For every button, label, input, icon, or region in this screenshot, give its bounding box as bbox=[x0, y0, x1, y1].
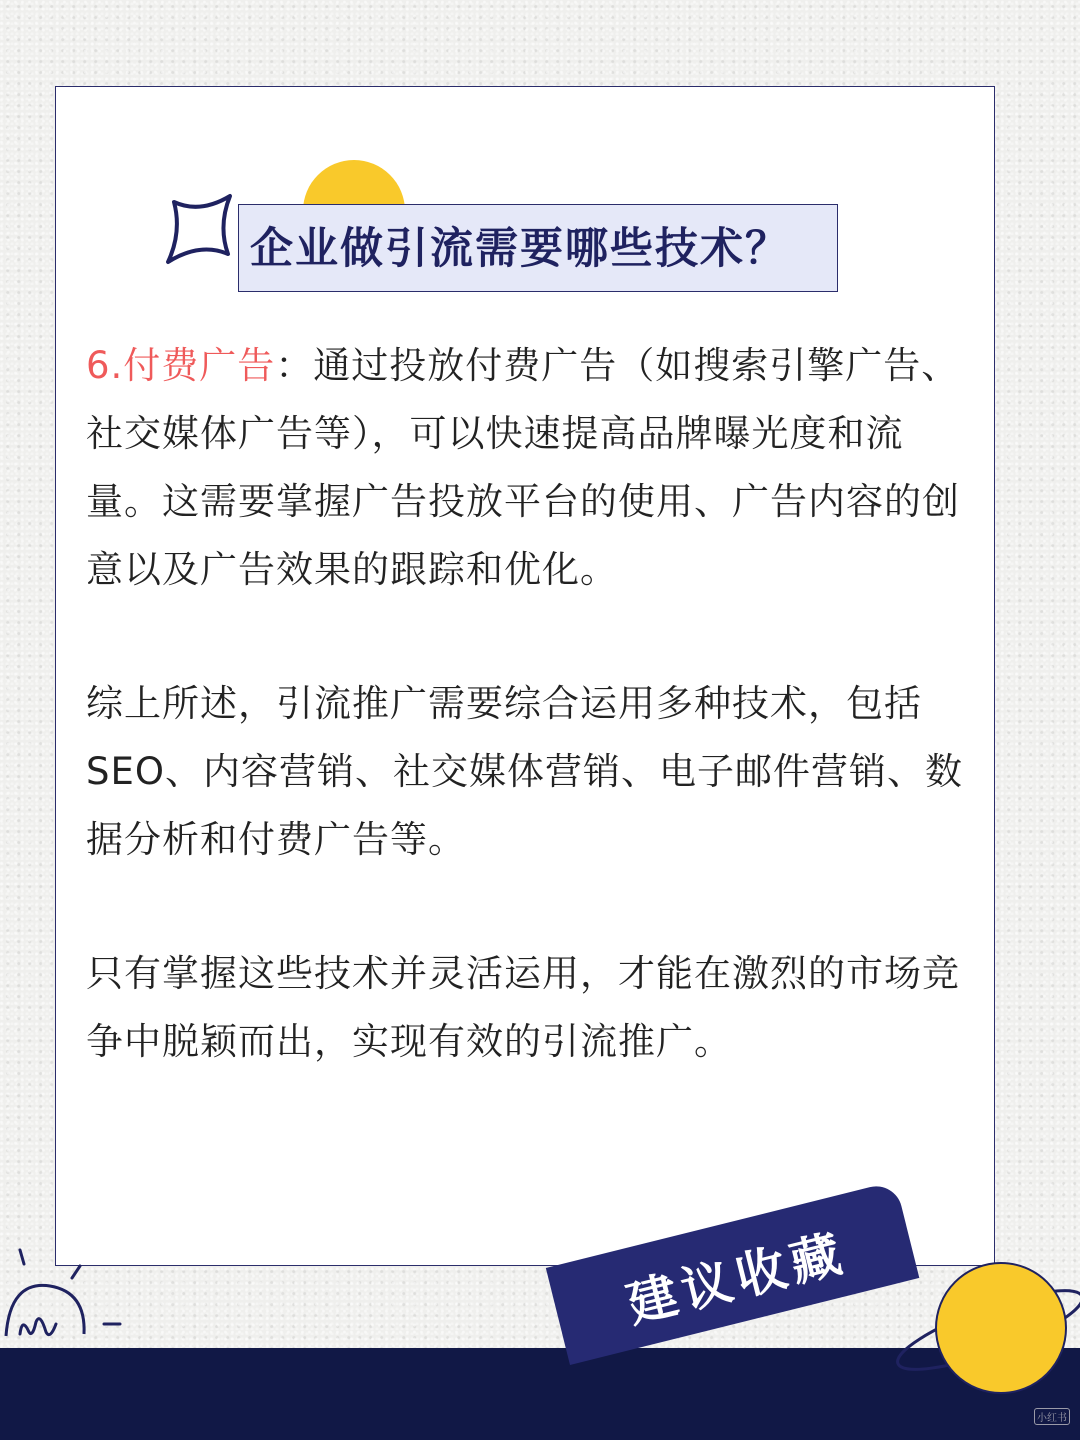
watermark-logo: 小红书 bbox=[1034, 1408, 1070, 1425]
paragraph-summary: 综上所述，引流推广需要综合运用多种技术，包括SEO、内容营销、社交媒体营销、电子邮件营销、数据分析和付费广告等。 bbox=[86, 682, 963, 861]
paid-ads-text: ：通过投放付费广告（如搜索引擎广告、社交媒体广告等），可以快速提高品牌曝光度和流量。这需要掌握广告投放平台的使用、广告内容的创意以及广告效果的跟踪和优化。 bbox=[86, 344, 960, 591]
sun-icon bbox=[935, 1262, 1067, 1394]
paragraph-conclusion: 只有掌握这些技术并灵活运用，才能在激烈的市场竞争中脱颖而出，实现有效的引流推广。 bbox=[86, 952, 960, 1063]
paid-ads-heading: 6.付费广告 bbox=[86, 344, 276, 387]
doodle-icon bbox=[0, 1240, 140, 1350]
page-title: 企业做引流需要哪些技术？ bbox=[250, 224, 790, 274]
paragraph-paid-ads bbox=[86, 332, 966, 604]
sparkle-icon bbox=[160, 190, 240, 266]
ribbon-label: 建议收藏 bbox=[621, 1223, 853, 1335]
